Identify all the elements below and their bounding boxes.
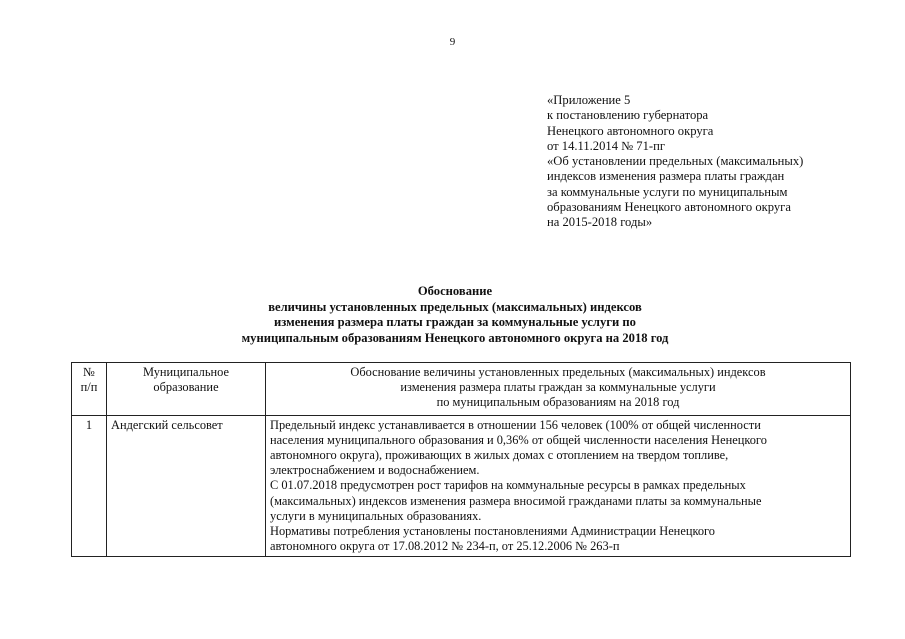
justification-line: Предельный индекс устанавливается в отношении 156 человек (100% от общей численности <box>270 417 761 432</box>
justification-line: (максимальных) индексов изменения размера вносимой гражданами платы за коммунальные <box>270 493 762 508</box>
appendix-line: от 14.11.2014 № 71-пг <box>547 138 665 153</box>
justification-line: автономного округа), проживающих в жилых домах с отоплением на твердом топливе, <box>270 448 729 463</box>
row-number: 1 <box>72 415 107 557</box>
appendix-line: индексов изменения размера платы граждан <box>547 169 785 184</box>
justification-line: Нормативы потребления установлены постановлениями Администрации Ненецкого <box>270 524 716 539</box>
table-header-row <box>72 363 851 416</box>
appendix-line: за коммунальные услуги по муниципальным <box>547 184 788 199</box>
justification-line: электроснабжением и водоснабжением. <box>270 463 480 478</box>
appendix-line: «Об установлении предельных (максимальных) <box>547 154 804 169</box>
heading-line: муниципальным образованиям Ненецкого автономного округа на 2018 год <box>241 330 669 345</box>
header-number: № п/п <box>72 363 107 416</box>
page-number: 9 <box>449 36 456 48</box>
appendix-line: «Приложение 5 <box>547 93 631 107</box>
table-row <box>72 415 851 557</box>
heading-line: величины установленных предельных (максимальных) индексов <box>268 299 642 314</box>
appendix-line: образованиям Ненецкого автономного округа <box>547 200 791 215</box>
appendix-line: к постановлению губернатора <box>547 108 709 123</box>
appendix-reference <box>547 93 877 231</box>
row-municipality: Андегский сельсовет <box>107 415 266 557</box>
row-justification <box>266 415 851 557</box>
heading-line: изменения размера платы граждан за коммунальные услуги по <box>274 315 636 330</box>
justification-line: автономного округа от 17.08.2012 № 234-п, от 25.12.2006 № 263-п <box>270 539 620 554</box>
justification-table <box>71 362 851 557</box>
justification-line: населения муниципального образования и 0,36% от общей численности населения Ненецкого <box>270 432 767 447</box>
header-justification: Обоснование величины установленных предельных (максимальных) индексов изменения размера платы граждан за коммунальные услуги по муниципальным образованиям на 2018 год <box>266 363 851 416</box>
justification-line: услуги в муниципальных образованиях. <box>270 508 482 523</box>
appendix-line: Ненецкого автономного округа <box>547 123 714 138</box>
document-heading <box>150 284 760 346</box>
appendix-line: на 2015-2018 годы» <box>547 215 653 230</box>
header-municipality: Муниципальное образование <box>107 363 266 416</box>
justification-line: С 01.07.2018 предусмотрен рост тарифов на коммунальные ресурсы в рамках предельных <box>270 478 746 493</box>
heading-title: Обоснование <box>417 284 493 298</box>
